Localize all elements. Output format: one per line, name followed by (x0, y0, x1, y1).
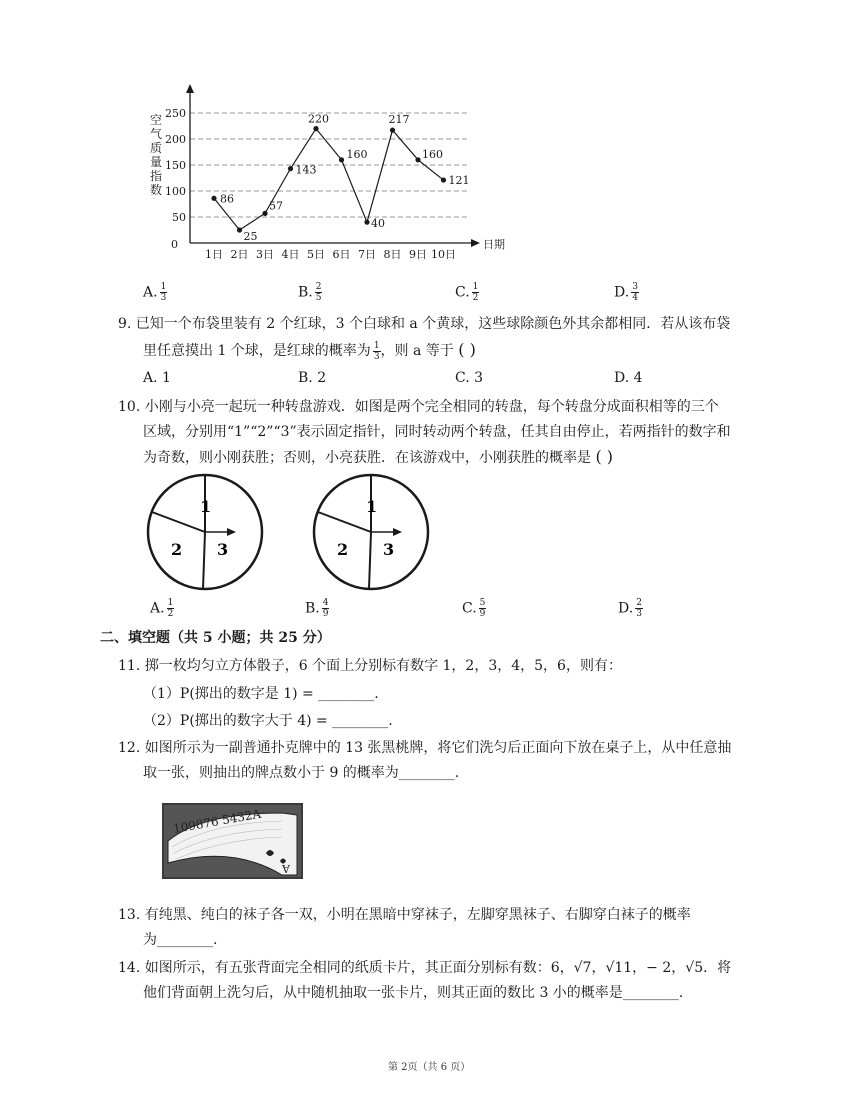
air-quality-chart (140, 80, 520, 265)
data-point (441, 177, 446, 182)
y-axis-label-char: 指 (149, 169, 163, 183)
data-label: 25 (243, 230, 258, 243)
q8-option-b: B. $\frac{2}{5}$ (298, 282, 322, 303)
data-point (415, 157, 420, 162)
q10-option-c: C. $\frac{5}{9}$ (462, 598, 486, 619)
q11-sub1: （1）P(掷出的数字是 1) = ________. (143, 686, 379, 702)
y-tick-label: 50 (172, 211, 186, 224)
q8-option-d: D. $\frac{3}{4}$ (614, 282, 638, 303)
q10-stem-line3: 为奇数，则小刚获胜；否则，小亮获胜．在该游戏中，小刚获胜的概率是 ( ) (143, 447, 614, 466)
y-tick-label: 200 (165, 133, 186, 146)
x-tick-label: 3日 (256, 248, 274, 261)
origin-label: 0 (171, 238, 178, 251)
data-point (288, 166, 293, 171)
card-corner-letter: A (282, 862, 290, 875)
data-label: 57 (269, 199, 283, 213)
x-tick-label: 6日 (332, 248, 351, 261)
data-point (364, 220, 369, 225)
page-footer: 第 2页（共 6 页） (388, 1062, 471, 1073)
spinner-label-2: 2 (337, 540, 349, 559)
x-tick-label: 7日 (358, 248, 376, 261)
data-point (313, 126, 318, 131)
q12-stem-line2: 取一张，则抽出的牌点数小于 9 的概率为________. (143, 765, 460, 781)
y-axis-label-char: 量 (149, 155, 163, 169)
y-tick-label: 250 (165, 107, 186, 120)
data-label: 143 (295, 163, 317, 177)
q11-sub2: （2）P(掷出的数字大于 4) = ________. (143, 713, 393, 729)
x-tick-label: 1日 (205, 248, 223, 261)
x-axis-arrow (471, 239, 480, 247)
spinner-label-1: 1 (200, 497, 212, 516)
spinner-right (309, 472, 433, 592)
y-tick-label: 100 (165, 185, 186, 198)
data-point (262, 211, 267, 216)
q9-option-b: B. 2 (298, 370, 327, 386)
q13-stem-line1: 13. 有纯黑、纯白的袜子各一双，小明在黑暗中穿袜子，左脚穿黑袜子、右脚穿白袜子的概率 (118, 907, 691, 923)
spinner-label-3: 3 (383, 540, 395, 559)
spade-cards-image (162, 803, 303, 879)
data-label: 160 (422, 147, 443, 161)
x-tick-label: 9日 (409, 248, 427, 261)
data-label: 160 (346, 147, 368, 161)
x-axis-label: 日期 (483, 238, 505, 251)
q10-option-d: D. $\frac{2}{3}$ (618, 598, 642, 619)
q10-stem-line2: 区域，分别用“1”“2”“3”表示固定指针，同时转动两个转盘，任其自由停止，若两指针的数字和 (143, 424, 731, 440)
q9-option-a: A. 1 (143, 370, 171, 386)
y-axis-arrow (186, 84, 194, 93)
section-heading-fill-in: 二、填空题（共 5 小题；共 25 分） (100, 630, 331, 646)
spinner-left (143, 472, 267, 592)
data-label: 121 (448, 174, 470, 188)
x-tick-label: 8日 (383, 248, 402, 261)
q10-option-b: B. $\frac{4}{9}$ (305, 598, 329, 619)
q14-stem-line2: 他们背面朝上洗匀后，从中随机抽取一张卡片，则其正面的数比 3 小的概率是________. (143, 985, 684, 1001)
q13-stem-line2: 为________. (143, 932, 218, 948)
q9-stem-line1: 9. 已知一个布袋里装有 2 个红球，3 个白球和 a 个黄球，这些球除颜色外其余都相同．若从该布袋 (118, 316, 731, 332)
data-point (237, 227, 242, 232)
spinner-label-3: 3 (217, 540, 229, 559)
data-label: 220 (308, 112, 329, 126)
x-tick-label: 5日 (307, 248, 325, 261)
q10-stem-line1: 10. 小刚与小亮一起玩一种转盘游戏．如图是两个完全相同的转盘，每个转盘分成面积相等的三个 (118, 399, 719, 415)
x-tick-label: 2日 (230, 248, 249, 261)
spinner-label-2: 2 (171, 540, 183, 559)
data-label: 40 (371, 217, 385, 231)
q10-option-a: A. $\frac{1}{2}$ (150, 598, 174, 619)
y-axis-label (150, 112, 162, 197)
spinner-label-1: 1 (366, 497, 378, 516)
data-point (339, 157, 344, 162)
data-point (211, 196, 216, 201)
y-axis-label-char: 质 (149, 141, 163, 155)
data-label: 217 (388, 113, 410, 127)
card-ranks-text: 109876 5432A (172, 806, 262, 836)
q14-stem-line1: 14. 如图所示，有五张背面完全相同的纸质卡片，其正面分别标有数：6，√7，√11，− 2，√5．将 (118, 960, 732, 976)
data-point (390, 128, 395, 133)
q11-stem: 11. 掷一枚均匀立方体骰子，6 个面上分别标有数字 1，2，3，4，5，6，则有： (118, 658, 622, 674)
series-line (214, 129, 444, 230)
q8-option-a: A. $\frac{1}{3}$ (143, 282, 167, 303)
q9-option-c: C. 3 (455, 370, 484, 386)
q9-option-d: D. 4 (614, 370, 643, 386)
q9-stem-line2: 里任意摸出 1 个球，是红球的概率为 $\frac{1}{3}$ ，则 a 等于 ( ) (143, 340, 476, 362)
q12-stem-line1: 12. 如图所示为一副普通扑克牌中的 13 张黑桃牌，将它们洗匀后正面向下放在桌子上，从中任意抽 (118, 740, 732, 756)
y-axis-label-char: 空 (149, 113, 163, 127)
x-tick-label: 10日 (431, 248, 456, 261)
q8-option-c: C. $\frac{1}{2}$ (455, 282, 479, 303)
data-label: 86 (220, 192, 234, 206)
x-tick-label: 4日 (281, 248, 300, 261)
y-tick-label: 150 (165, 159, 186, 172)
y-axis-label-char: 数 (149, 183, 163, 197)
y-axis-label-char: 气 (149, 127, 163, 141)
